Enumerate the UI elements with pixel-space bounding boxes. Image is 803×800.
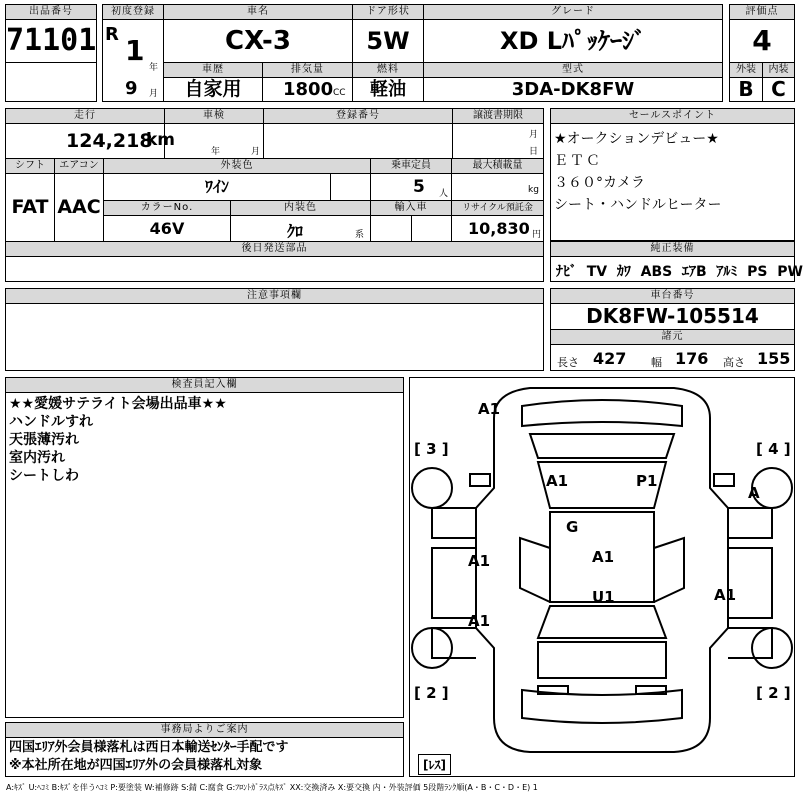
- displacement-box: [262, 77, 353, 102]
- corner-label: [ 2 ]: [414, 684, 449, 702]
- person-unit: 人: [439, 189, 449, 199]
- damage-mark: U1: [592, 588, 615, 606]
- capacity-box: [370, 173, 452, 201]
- later-parts-box: [5, 256, 544, 282]
- office-line: ※本社所在地が四国ｴﾘｱ外の会員様落札対象: [9, 758, 263, 773]
- equip-item: PW: [777, 264, 803, 280]
- score-label: 評価点: [729, 4, 795, 20]
- width-label: 幅: [651, 356, 662, 369]
- door-label: ドア形状: [352, 4, 424, 20]
- equip-item: TV: [586, 264, 608, 280]
- transfer-month: 月: [529, 130, 539, 140]
- interior-box: [230, 215, 371, 242]
- load-box: [451, 173, 544, 201]
- office-label: 事務局よりご案内: [5, 722, 404, 738]
- shift-label: シフト: [5, 158, 55, 174]
- equip-item: ABS: [640, 264, 673, 280]
- sales-line: シート・ハンドルヒーター: [554, 197, 722, 213]
- inspection-box: [164, 123, 264, 159]
- first-reg-label: 初度登録: [102, 4, 164, 20]
- transfer-label: 譲渡書期限: [452, 108, 544, 124]
- damage-mark: P1: [636, 472, 658, 490]
- sales-line: ＥＴＣ: [554, 153, 602, 169]
- inspector-lines: [9, 395, 227, 485]
- chassis-number: DK8FW-105514: [550, 303, 795, 330]
- ac-label: エアコン: [54, 158, 104, 174]
- len-label: 長さ: [557, 356, 579, 369]
- height-label: 高さ: [723, 356, 745, 369]
- ac: AAC: [54, 173, 104, 242]
- color: ﾜｲﾝ: [103, 173, 331, 201]
- recycle: 10,830: [468, 219, 530, 238]
- capacity: 5: [413, 177, 425, 197]
- grade-label: グレード: [423, 4, 723, 20]
- lot-no-blank: [5, 62, 97, 102]
- inspector-line: 室内汚れ: [9, 450, 65, 466]
- notes-label: 注意事項欄: [5, 288, 544, 304]
- yen-unit: 円: [532, 230, 542, 240]
- damage-mark: A1: [478, 400, 501, 418]
- damage-mark: G: [566, 518, 579, 536]
- inspector-label: 検査員記入欄: [5, 377, 404, 393]
- color-extra: [330, 173, 371, 201]
- equip-item: ｶﾜ: [616, 264, 631, 280]
- load-label: 最大積載量: [451, 158, 544, 174]
- history: 自家用: [163, 77, 263, 102]
- insp-year-unit: 年: [211, 147, 221, 157]
- month-unit: 月: [149, 89, 159, 99]
- model: 3DA-DK8FW: [423, 77, 723, 102]
- damage-mark: A1: [714, 586, 737, 604]
- len: 427: [593, 349, 627, 368]
- damage-mark: A1: [546, 472, 569, 490]
- insp-month-unit: 月: [251, 147, 261, 157]
- equip-item: ｴｱB: [681, 264, 707, 280]
- displacement-label: 排気量: [262, 62, 353, 78]
- office-line: 四国ｴﾘｱ外会員様落札は西日本輸送ｾﾝﾀｰ手配です: [9, 740, 289, 755]
- km-unit: km: [146, 130, 176, 150]
- sales-lines: [554, 128, 721, 216]
- colorno: 46V: [103, 215, 231, 242]
- equip-item: ﾅﾋﾞ: [556, 264, 577, 280]
- height: 155: [757, 349, 791, 368]
- fuel-label: 燃料: [352, 62, 424, 78]
- dims-label: 諸元: [550, 329, 795, 345]
- equip-label: 純正装備: [550, 241, 795, 257]
- capacity-label: 乗車定員: [370, 158, 452, 174]
- interior-label: 内装色: [230, 200, 371, 216]
- mileage-label: 走行: [5, 108, 165, 124]
- plate-label: 登録番号: [263, 108, 453, 124]
- recycle-label: リサイクル預託金: [451, 200, 544, 216]
- damage-mark: A1: [468, 612, 491, 630]
- chassis-label: 車台番号: [550, 288, 795, 304]
- import-label: 輸入車: [370, 200, 452, 216]
- equip-list: [556, 261, 803, 281]
- mileage-box: [5, 123, 176, 159]
- shift: FAT: [5, 173, 55, 242]
- colorno-label: カラーNo.: [103, 200, 231, 216]
- sales-label: セールスポイント: [550, 108, 795, 124]
- sales-box: [550, 123, 795, 241]
- lot-no: 71101: [5, 19, 97, 63]
- equip-item: PS: [747, 264, 768, 280]
- transfer-day: 日: [529, 147, 539, 157]
- inspector-box: [5, 392, 404, 718]
- later-parts-label: 後日発送部品: [5, 241, 544, 257]
- int-score: C: [762, 77, 795, 102]
- sales-line: ★オークションデビュー★: [554, 131, 719, 147]
- car-name-label: 車名: [163, 4, 353, 20]
- corner-label: [ﾚｽ]: [418, 754, 451, 775]
- ext-label: 外装: [729, 62, 763, 78]
- damage-mark: A: [748, 484, 760, 502]
- equip-box: [550, 256, 803, 282]
- inspector-line: ★★愛媛サテライト会場出品車★★: [9, 396, 227, 412]
- sales-line: ３６０°カメラ: [554, 175, 645, 191]
- inspector-line: ハンドルすれ: [9, 414, 93, 430]
- import-box-1: [370, 215, 412, 242]
- plate-box: [263, 123, 453, 159]
- year-unit: 年: [149, 63, 159, 73]
- damage-diagram: [409, 377, 795, 777]
- era: R: [105, 24, 119, 45]
- dims-box: [550, 344, 795, 371]
- kg-unit: kg: [528, 185, 539, 195]
- inspector-line: シートしわ: [9, 468, 79, 484]
- interior: ｸﾛ: [287, 222, 304, 241]
- inspector-line: 天張薄汚れ: [9, 432, 79, 448]
- displacement: 1800: [283, 79, 334, 100]
- corner-label: [ 2 ]: [756, 684, 791, 702]
- mileage: 124,218: [66, 130, 153, 152]
- int-label: 内装: [762, 62, 795, 78]
- model-label: 型式: [423, 62, 723, 78]
- ext-score: B: [729, 77, 763, 102]
- reg-year: 1: [125, 34, 145, 67]
- history-label: 車歴: [163, 62, 263, 78]
- recycle-box: [451, 215, 544, 242]
- kei-unit: 系: [355, 230, 365, 240]
- notes-box: [5, 303, 544, 371]
- lot-no-label: 出品番号: [5, 4, 97, 20]
- first-reg-box: [102, 19, 164, 102]
- corner-label: [ 4 ]: [756, 440, 791, 458]
- equip-item: ｱﾙﾐ: [716, 264, 738, 280]
- cc-unit: CC: [333, 88, 346, 98]
- damage-mark: A1: [592, 548, 615, 566]
- import-box-2: [411, 215, 452, 242]
- car-outline: [410, 378, 794, 776]
- inspection-label: 車検: [164, 108, 264, 124]
- width: 176: [675, 349, 709, 368]
- transfer-box: [452, 123, 544, 159]
- door: 5W: [352, 19, 424, 63]
- score: 4: [729, 19, 795, 63]
- fuel: 軽油: [352, 77, 424, 102]
- office-lines: [9, 739, 289, 775]
- corner-label: [ 3 ]: [414, 440, 449, 458]
- reg-month: 9: [125, 78, 138, 99]
- damage-mark: A1: [468, 552, 491, 570]
- office-box: [5, 737, 404, 777]
- color-label: 外装色: [103, 158, 371, 174]
- legend: A:ｷｽﾞ U:ﾍｺﾐ B:ｷｽﾞを伴うﾍｺﾐ P:要塗装 W:補修跡 S:錆 C:腐食 G:ﾌﾛﾝﾄｶﾞﾗｽ点ｷｽﾞ XX:交換済み X:要交換 内・外装評価 5段階ﾗﾝｸ順(A・B・C・D・E) 1: [6, 783, 538, 792]
- grade: XD Lﾊﾟｯｹｰｼﾞ: [423, 19, 723, 63]
- car-name: CX-3: [163, 19, 353, 63]
